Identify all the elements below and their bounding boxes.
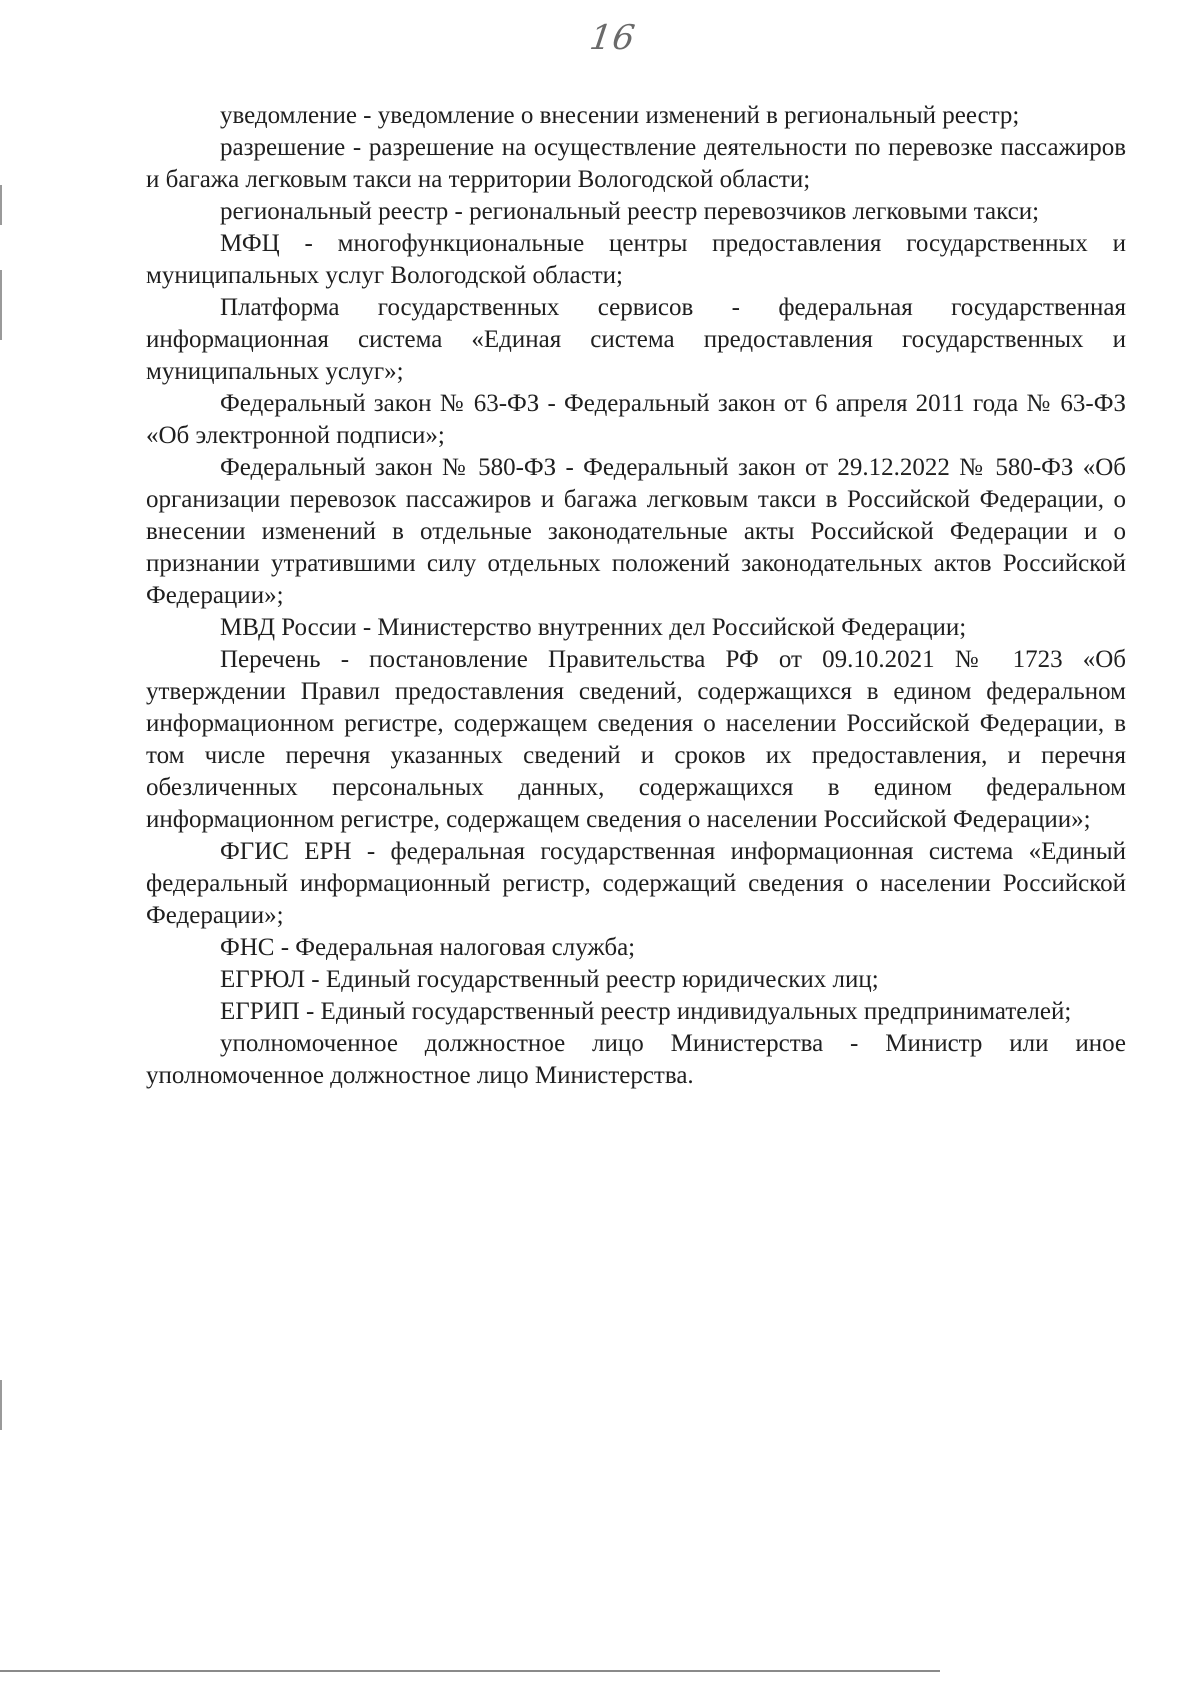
- definition-paragraph: ФГИС ЕРН - федеральная государственная информационная система «Единый федеральный информационный регистр, содержащий сведения о населении Российской Федерации»;: [146, 838, 1126, 929]
- definition-paragraph: Перечень - постановление Правительства РФ от 09.10.2021 № 1723 «Об утверждении Правил предоставления сведений, содержащихся в едином федеральном информационном регистре, содержащем сведения о населении Российской Федерации, в том числе перечня указанных сведений и сроков их предоставления, и перечня обезличенных персональных данных, содержащихся в едином федеральном информационном регистре, содержащем сведения о населении Российской Федерации»;: [146, 646, 1126, 833]
- scan-edge-mark: [0, 1380, 2, 1430]
- definition-paragraph: разрешение - разрешение на осуществление деятельности по перевозке пассажиров и багажа легковым такси на территории Вологодской области;: [146, 134, 1126, 193]
- definition-paragraph: региональный реестр - региональный реестр перевозчиков легковыми такси;: [220, 198, 1040, 225]
- definition-paragraph: Федеральный закон № 580-ФЗ - Федеральный закон от 29.12.2022 № 580-ФЗ «Об организации перевозок пассажиров и багажа легковым такси в Российской Федерации, о внесении изменений в отдельные законодательные акты Российской Федерации и о признании утратившими силу отдельных положений законодательных актов Российской Федерации»;: [146, 454, 1126, 609]
- page-number: 16: [587, 18, 639, 58]
- scan-edge-mark: [0, 270, 2, 340]
- definition-paragraph: уведомление - уведомление о внесении изменений в региональный реестр;: [220, 102, 1020, 129]
- scan-bottom-edge: [0, 1670, 940, 1672]
- definition-paragraph: ЕГРИП - Единый государственный реестр индивидуальных предпринимателей;: [220, 998, 1072, 1025]
- scan-edge-mark: [0, 185, 2, 225]
- definition-paragraph: уполномоченное должностное лицо Министерства - Министр или иное уполномоченное должностное лицо Министерства.: [146, 1030, 1126, 1089]
- document-body: [146, 100, 1126, 1092]
- definition-paragraph: ФНС - Федеральная налоговая служба;: [220, 934, 636, 961]
- definition-paragraph: МВД России - Министерство внутренних дел Российской Федерации;: [220, 614, 967, 641]
- definition-paragraph: МФЦ - многофункциональные центры предоставления государственных и муниципальных услуг Вологодской области;: [146, 230, 1126, 289]
- definition-paragraph: Федеральный закон № 63-ФЗ - Федеральный закон от 6 апреля 2011 года № 63-ФЗ «Об электронной подписи»;: [146, 390, 1126, 449]
- definition-paragraph: Платформа государственных сервисов - федеральная государственная информационная система «Единая система предоставления государственных и муниципальных услуг»;: [146, 294, 1126, 385]
- definition-paragraph: ЕГРЮЛ - Единый государственный реестр юридических лиц;: [220, 966, 879, 993]
